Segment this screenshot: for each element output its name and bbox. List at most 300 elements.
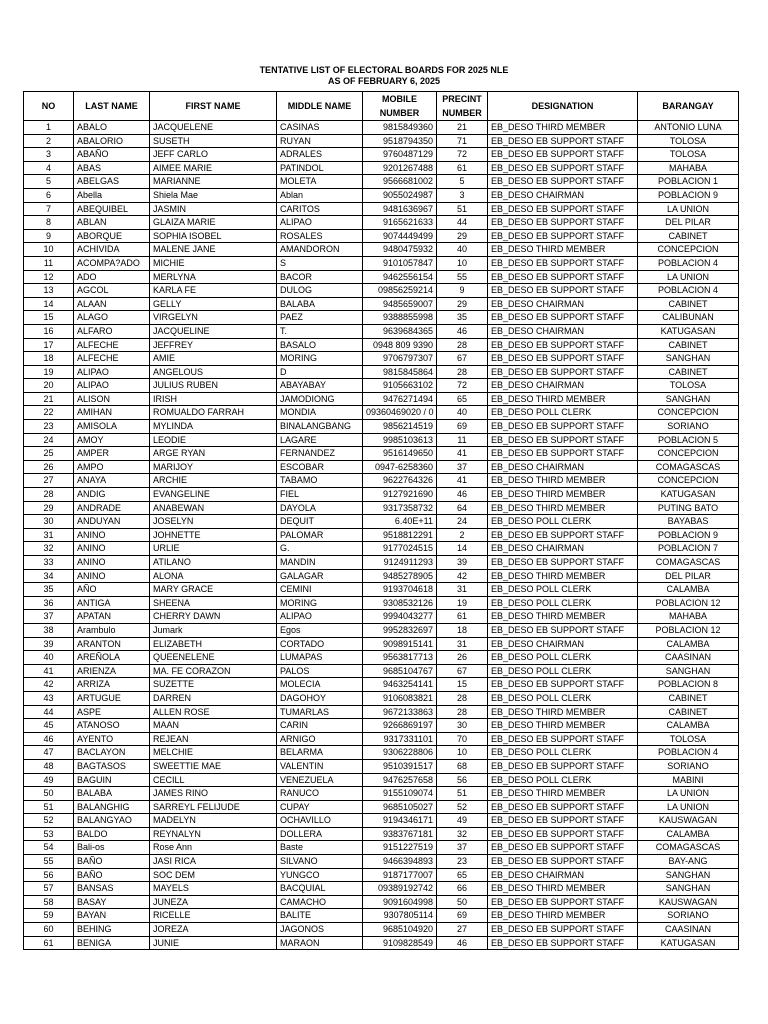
cell-first-name: JASI RICA xyxy=(150,855,277,869)
cell-middle-name: SILVANO xyxy=(277,855,363,869)
cell-last-name: BASAY xyxy=(74,895,150,909)
table-row xyxy=(24,651,739,665)
cell-mobile: 09856259214 xyxy=(363,284,437,298)
cell-no: 55 xyxy=(24,855,74,869)
table-row xyxy=(24,936,739,950)
cell-first-name: URLIE xyxy=(150,542,277,556)
table-row xyxy=(24,297,739,311)
cell-mobile: 9516149650 xyxy=(363,447,437,461)
cell-designation: EB_DESO THIRD MEMBER xyxy=(488,392,638,406)
cell-no: 43 xyxy=(24,691,74,705)
cell-no: 32 xyxy=(24,542,74,556)
cell-middle-name: BASALO xyxy=(277,338,363,352)
cell-last-name: ABLAN xyxy=(74,216,150,230)
cell-last-name: ARTUGUE xyxy=(74,691,150,705)
cell-no: 21 xyxy=(24,392,74,406)
cell-precinct: 70 xyxy=(437,732,488,746)
cell-no: 38 xyxy=(24,623,74,637)
table-row xyxy=(24,800,739,814)
cell-first-name: JOSELYN xyxy=(150,515,277,529)
cell-designation: EB_DESO EB SUPPORT STAFF xyxy=(488,352,638,366)
cell-designation: EB_DESO EB SUPPORT STAFF xyxy=(488,256,638,270)
cell-last-name: BALABA xyxy=(74,787,150,801)
cell-barangay: COMAGASCAS xyxy=(638,460,739,474)
cell-mobile: 9074449499 xyxy=(363,229,437,243)
cell-no: 40 xyxy=(24,651,74,665)
cell-middle-name: DOLLERA xyxy=(277,827,363,841)
cell-designation: EB_DESO EB SUPPORT STAFF xyxy=(488,814,638,828)
table-row xyxy=(24,501,739,515)
cell-barangay: LA UNION xyxy=(638,787,739,801)
cell-mobile: 9308532126 xyxy=(363,596,437,610)
cell-first-name: CECILL xyxy=(150,773,277,787)
cell-precinct: 41 xyxy=(437,474,488,488)
cell-mobile: 9639684365 xyxy=(363,324,437,338)
cell-designation: EB_DESO EB SUPPORT STAFF xyxy=(488,311,638,325)
table-row xyxy=(24,895,739,909)
cell-precinct: 46 xyxy=(437,936,488,950)
cell-first-name: JASMIN xyxy=(150,202,277,216)
cell-barangay: POBLACION 1 xyxy=(638,175,739,189)
cell-barangay: SORIANO xyxy=(638,909,739,923)
header-precinct-line2: NUMBER xyxy=(437,106,488,121)
cell-precinct: 23 xyxy=(437,855,488,869)
cell-last-name: BAGUIN xyxy=(74,773,150,787)
cell-first-name: MAYELS xyxy=(150,882,277,896)
cell-no: 51 xyxy=(24,800,74,814)
cell-middle-name: PALOS xyxy=(277,664,363,678)
cell-precinct: 69 xyxy=(437,420,488,434)
cell-first-name: SUZETTE xyxy=(150,678,277,692)
cell-no: 19 xyxy=(24,365,74,379)
cell-mobile: 9466394893 xyxy=(363,855,437,869)
cell-middle-name: JAMODIONG xyxy=(277,392,363,406)
cell-first-name: LEODIE xyxy=(150,433,277,447)
table-row xyxy=(24,311,739,325)
cell-mobile: 9706797307 xyxy=(363,352,437,366)
cell-first-name: JUNEZA xyxy=(150,895,277,909)
cell-barangay: TOLOSA xyxy=(638,148,739,162)
cell-last-name: ALFECHE xyxy=(74,352,150,366)
cell-precinct: 67 xyxy=(437,352,488,366)
cell-precinct: 10 xyxy=(437,256,488,270)
cell-mobile: 9685104767 xyxy=(363,664,437,678)
cell-precinct: 49 xyxy=(437,814,488,828)
cell-last-name: BALANGHIG xyxy=(74,800,150,814)
cell-no: 14 xyxy=(24,297,74,311)
table-row xyxy=(24,324,739,338)
cell-middle-name: RANUCO xyxy=(277,787,363,801)
cell-first-name: CHERRY DAWN xyxy=(150,610,277,624)
cell-middle-name: LAGARE xyxy=(277,433,363,447)
cell-first-name: ARCHIE xyxy=(150,474,277,488)
cell-designation: EB_DESO POLL CLERK xyxy=(488,651,638,665)
header-mobile-line2: NUMBER xyxy=(363,106,437,121)
cell-designation: EB_DESO POLL CLERK xyxy=(488,664,638,678)
cell-mobile: 9388855998 xyxy=(363,311,437,325)
cell-barangay: SANGHAN xyxy=(638,392,739,406)
cell-designation: EB_DESO POLL CLERK xyxy=(488,583,638,597)
table-row xyxy=(24,256,739,270)
cell-middle-name: DAYOLA xyxy=(277,501,363,515)
cell-middle-name: ADRALES xyxy=(277,148,363,162)
cell-mobile: 9685104920 xyxy=(363,923,437,937)
cell-no: 3 xyxy=(24,148,74,162)
cell-first-name: MYLINDA xyxy=(150,420,277,434)
cell-last-name: APATAN xyxy=(74,610,150,624)
cell-first-name: SWEETTIE MAE xyxy=(150,759,277,773)
cell-designation: EB_DESO EB SUPPORT STAFF xyxy=(488,800,638,814)
table-row xyxy=(24,460,739,474)
cell-first-name: ARGE RYAN xyxy=(150,447,277,461)
cell-designation: EB_DESO EB SUPPORT STAFF xyxy=(488,759,638,773)
cell-barangay: SORIANO xyxy=(638,420,739,434)
cell-barangay: CABINET xyxy=(638,691,739,705)
cell-barangay: COMAGASCAS xyxy=(638,841,739,855)
cell-barangay: CAASINAN xyxy=(638,651,739,665)
table-row xyxy=(24,420,739,434)
cell-middle-name: MORING xyxy=(277,596,363,610)
cell-designation: EB_DESO CHAIRMAN xyxy=(488,379,638,393)
cell-barangay: BAYABAS xyxy=(638,515,739,529)
cell-last-name: ABALO xyxy=(74,121,150,135)
cell-barangay: SORIANO xyxy=(638,759,739,773)
cell-precinct: 28 xyxy=(437,705,488,719)
cell-first-name: MA. FE CORAZON xyxy=(150,664,277,678)
table-row xyxy=(24,556,739,570)
cell-last-name: ANDRADE xyxy=(74,501,150,515)
cell-mobile: 9480475932 xyxy=(363,243,437,257)
cell-mobile: 9201267488 xyxy=(363,161,437,175)
cell-barangay: CALIBUNAN xyxy=(638,311,739,325)
cell-mobile: 9177024515 xyxy=(363,542,437,556)
cell-last-name: BANSAS xyxy=(74,882,150,896)
cell-mobile: 9510391517 xyxy=(363,759,437,773)
cell-mobile: 9485659007 xyxy=(363,297,437,311)
cell-no: 45 xyxy=(24,719,74,733)
cell-no: 37 xyxy=(24,610,74,624)
table-row xyxy=(24,773,739,787)
cell-barangay: CALAMBA xyxy=(638,583,739,597)
cell-mobile: 9518794350 xyxy=(363,134,437,148)
cell-last-name: Abella xyxy=(74,188,150,202)
cell-designation: EB_DESO EB SUPPORT STAFF xyxy=(488,284,638,298)
table-row xyxy=(24,528,739,542)
cell-first-name: ALLEN ROSE xyxy=(150,705,277,719)
cell-middle-name: MARAON xyxy=(277,936,363,950)
cell-no: 15 xyxy=(24,311,74,325)
cell-middle-name: YUNGCO xyxy=(277,868,363,882)
cell-barangay: KAUSWAGAN xyxy=(638,895,739,909)
cell-precinct: 18 xyxy=(437,623,488,637)
cell-no: 61 xyxy=(24,936,74,950)
cell-first-name: AIMEE MARIE xyxy=(150,161,277,175)
cell-barangay: SANGHAN xyxy=(638,664,739,678)
cell-designation: EB_DESO EB SUPPORT STAFF xyxy=(488,161,638,175)
cell-mobile: 9622764326 xyxy=(363,474,437,488)
cell-designation: EB_DESO EB SUPPORT STAFF xyxy=(488,420,638,434)
cell-last-name: ACHIVIDA xyxy=(74,243,150,257)
cell-first-name: JAMES RINO xyxy=(150,787,277,801)
header-barangay: BARANGAY xyxy=(638,92,739,121)
cell-mobile: 9055024987 xyxy=(363,188,437,202)
cell-barangay: CONCEPCION xyxy=(638,406,739,420)
cell-barangay: DEL PILAR xyxy=(638,216,739,230)
cell-precinct: 68 xyxy=(437,759,488,773)
cell-last-name: BACLAYON xyxy=(74,746,150,760)
cell-no: 11 xyxy=(24,256,74,270)
cell-middle-name: ESCOBAR xyxy=(277,460,363,474)
cell-middle-name: CARITOS xyxy=(277,202,363,216)
table-row xyxy=(24,759,739,773)
table-row xyxy=(24,814,739,828)
cell-mobile: 0947-6258360 xyxy=(363,460,437,474)
cell-precinct: 61 xyxy=(437,161,488,175)
cell-precinct: 32 xyxy=(437,827,488,841)
cell-first-name: MADELYN xyxy=(150,814,277,828)
cell-designation: EB_DESO POLL CLERK xyxy=(488,406,638,420)
cell-mobile: 9124911293 xyxy=(363,556,437,570)
cell-middle-name: VENEZUELA xyxy=(277,773,363,787)
cell-no: 59 xyxy=(24,909,74,923)
cell-first-name: MARY GRACE xyxy=(150,583,277,597)
cell-middle-name: DEQUIT xyxy=(277,515,363,529)
cell-no: 56 xyxy=(24,868,74,882)
header-precinct-line1: PRECINT xyxy=(437,92,488,107)
cell-precinct: 37 xyxy=(437,460,488,474)
cell-middle-name: PALOMAR xyxy=(277,528,363,542)
cell-first-name: REYNALYN xyxy=(150,827,277,841)
cell-no: 46 xyxy=(24,732,74,746)
cell-designation: EB_DESO CHAIRMAN xyxy=(488,460,638,474)
cell-no: 27 xyxy=(24,474,74,488)
table-row xyxy=(24,148,739,162)
table-row xyxy=(24,732,739,746)
table-row xyxy=(24,515,739,529)
cell-precinct: 11 xyxy=(437,433,488,447)
header-no: NO xyxy=(24,92,74,121)
cell-barangay: KATUGASAN xyxy=(638,324,739,338)
table-row xyxy=(24,488,739,502)
cell-middle-name: TUMARLAS xyxy=(277,705,363,719)
cell-first-name: Rose Ann xyxy=(150,841,277,855)
table-row xyxy=(24,202,739,216)
cell-last-name: ANINO xyxy=(74,528,150,542)
cell-middle-name: TABAMO xyxy=(277,474,363,488)
cell-designation: EB_DESO EB SUPPORT STAFF xyxy=(488,433,638,447)
table-row xyxy=(24,284,739,298)
table-row xyxy=(24,705,739,719)
table-row xyxy=(24,623,739,637)
cell-precinct: 30 xyxy=(437,719,488,733)
cell-precinct: 69 xyxy=(437,909,488,923)
cell-barangay: CABINET xyxy=(638,338,739,352)
table-row xyxy=(24,175,739,189)
table-row xyxy=(24,229,739,243)
cell-first-name: MALENE JANE xyxy=(150,243,277,257)
cell-last-name: ANDUYAN xyxy=(74,515,150,529)
cell-last-name: ARRIZA xyxy=(74,678,150,692)
header-mobile-line1: MOBILE xyxy=(363,92,437,107)
cell-middle-name: AMANDORON xyxy=(277,243,363,257)
cell-last-name: AYENTO xyxy=(74,732,150,746)
cell-no: 13 xyxy=(24,284,74,298)
cell-designation: EB_DESO EB SUPPORT STAFF xyxy=(488,923,638,937)
cell-precinct: 35 xyxy=(437,311,488,325)
cell-middle-name: GALAGAR xyxy=(277,569,363,583)
cell-middle-name: MOLECIA xyxy=(277,678,363,692)
cell-last-name: ACOMPA?ADO xyxy=(74,256,150,270)
cell-middle-name: PAEZ xyxy=(277,311,363,325)
cell-no: 39 xyxy=(24,637,74,651)
cell-precinct: 9 xyxy=(437,284,488,298)
cell-barangay: CONCEPCION xyxy=(638,474,739,488)
cell-first-name: ELIZABETH xyxy=(150,637,277,651)
cell-last-name: BAYAN xyxy=(74,909,150,923)
cell-middle-name: CEMINI xyxy=(277,583,363,597)
cell-no: 31 xyxy=(24,528,74,542)
cell-first-name: MARIJOY xyxy=(150,460,277,474)
table-row xyxy=(24,270,739,284)
cell-mobile: 9476271494 xyxy=(363,392,437,406)
cell-first-name: Jumark xyxy=(150,623,277,637)
cell-first-name: JEFF CARLO xyxy=(150,148,277,162)
cell-barangay: POBLACION 8 xyxy=(638,678,739,692)
cell-no: 10 xyxy=(24,243,74,257)
cell-first-name: GLAIZA MARIE xyxy=(150,216,277,230)
cell-mobile: 9985103613 xyxy=(363,433,437,447)
cell-middle-name: BACQUIAL xyxy=(277,882,363,896)
cell-mobile: 9463254141 xyxy=(363,678,437,692)
cell-mobile: 9155109074 xyxy=(363,787,437,801)
cell-no: 50 xyxy=(24,787,74,801)
cell-no: 1 xyxy=(24,121,74,135)
cell-first-name: QUEENELENE xyxy=(150,651,277,665)
cell-designation: EB_DESO THIRD MEMBER xyxy=(488,121,638,135)
cell-precinct: 44 xyxy=(437,216,488,230)
table-row xyxy=(24,746,739,760)
cell-middle-name: PATINDOL xyxy=(277,161,363,175)
cell-precinct: 56 xyxy=(437,773,488,787)
cell-designation: EB_DESO THIRD MEMBER xyxy=(488,787,638,801)
cell-precinct: 24 xyxy=(437,515,488,529)
cell-no: 17 xyxy=(24,338,74,352)
cell-last-name: BAÑO xyxy=(74,855,150,869)
cell-designation: EB_DESO EB SUPPORT STAFF xyxy=(488,365,638,379)
cell-designation: EB_DESO THIRD MEMBER xyxy=(488,501,638,515)
cell-middle-name: CARIN xyxy=(277,719,363,733)
cell-precinct: 46 xyxy=(437,324,488,338)
cell-mobile: 9481636967 xyxy=(363,202,437,216)
cell-last-name: ABAS xyxy=(74,161,150,175)
cell-last-name: ABAÑO xyxy=(74,148,150,162)
cell-no: 53 xyxy=(24,827,74,841)
cell-middle-name: CAMACHO xyxy=(277,895,363,909)
cell-designation: EB_DESO EB SUPPORT STAFF xyxy=(488,556,638,570)
cell-last-name: BALANGYAO xyxy=(74,814,150,828)
cell-mobile: 9307805114 xyxy=(363,909,437,923)
table-row xyxy=(24,827,739,841)
table-row xyxy=(24,841,739,855)
cell-last-name: AÑO xyxy=(74,583,150,597)
cell-barangay: ANTONIO LUNA xyxy=(638,121,739,135)
cell-no: 20 xyxy=(24,379,74,393)
cell-first-name: ALONA xyxy=(150,569,277,583)
cell-mobile: 9266869197 xyxy=(363,719,437,733)
cell-mobile: 09360469020 / 0 xyxy=(363,406,437,420)
cell-last-name: BEHING xyxy=(74,923,150,937)
cell-designation: EB_DESO EB SUPPORT STAFF xyxy=(488,202,638,216)
cell-last-name: ALAAN xyxy=(74,297,150,311)
cell-first-name: SHEENA xyxy=(150,596,277,610)
table-row xyxy=(24,664,739,678)
header-designation: DESIGNATION xyxy=(488,92,638,121)
cell-no: 24 xyxy=(24,433,74,447)
cell-middle-name: S xyxy=(277,256,363,270)
cell-middle-name: RUYAN xyxy=(277,134,363,148)
cell-last-name: BENIGA xyxy=(74,936,150,950)
cell-first-name: ANGELOUS xyxy=(150,365,277,379)
cell-last-name: AMPO xyxy=(74,460,150,474)
cell-barangay: CONCEPCION xyxy=(638,447,739,461)
cell-designation: EB_DESO CHAIRMAN xyxy=(488,542,638,556)
cell-last-name: Arambulo xyxy=(74,623,150,637)
cell-precinct: 2 xyxy=(437,528,488,542)
cell-no: 12 xyxy=(24,270,74,284)
table-row xyxy=(24,596,739,610)
cell-first-name: SOPHIA ISOBEL xyxy=(150,229,277,243)
cell-mobile: 9127921690 xyxy=(363,488,437,502)
cell-mobile: 9098915141 xyxy=(363,637,437,651)
cell-no: 36 xyxy=(24,596,74,610)
cell-barangay: LA UNION xyxy=(638,270,739,284)
table-row xyxy=(24,392,739,406)
cell-designation: EB_DESO POLL CLERK xyxy=(488,691,638,705)
cell-first-name: SOC DEM xyxy=(150,868,277,882)
cell-no: 47 xyxy=(24,746,74,760)
cell-designation: EB_DESO EB SUPPORT STAFF xyxy=(488,447,638,461)
cell-barangay: CALAMBA xyxy=(638,719,739,733)
cell-no: 6 xyxy=(24,188,74,202)
cell-mobile: 9856214519 xyxy=(363,420,437,434)
cell-last-name: ALIPAO xyxy=(74,379,150,393)
cell-precinct: 10 xyxy=(437,746,488,760)
cell-designation: EB_DESO EB SUPPORT STAFF xyxy=(488,732,638,746)
cell-mobile: 9187177007 xyxy=(363,868,437,882)
cell-precinct: 72 xyxy=(437,379,488,393)
cell-first-name: IRISH xyxy=(150,392,277,406)
cell-first-name: JULIUS RUBEN xyxy=(150,379,277,393)
cell-designation: EB_DESO EB SUPPORT STAFF xyxy=(488,338,638,352)
cell-first-name: VIRGELYN xyxy=(150,311,277,325)
cell-mobile: 9101057847 xyxy=(363,256,437,270)
cell-precinct: 28 xyxy=(437,338,488,352)
cell-middle-name: CORTADO xyxy=(277,637,363,651)
cell-barangay: DEL PILAR xyxy=(638,569,739,583)
cell-designation: EB_DESO EB SUPPORT STAFF xyxy=(488,528,638,542)
cell-precinct: 29 xyxy=(437,229,488,243)
cell-designation: EB_DESO POLL CLERK xyxy=(488,746,638,760)
cell-middle-name: FIEL xyxy=(277,488,363,502)
header-first-name: FIRST NAME xyxy=(150,92,277,121)
cell-mobile: 9306228806 xyxy=(363,746,437,760)
cell-designation: EB_DESO EB SUPPORT STAFF xyxy=(488,175,638,189)
cell-designation: EB_DESO THIRD MEMBER xyxy=(488,488,638,502)
cell-designation: EB_DESO EB SUPPORT STAFF xyxy=(488,936,638,950)
cell-first-name: JOHNETTE xyxy=(150,528,277,542)
cell-barangay: CABINET xyxy=(638,229,739,243)
cell-no: 30 xyxy=(24,515,74,529)
